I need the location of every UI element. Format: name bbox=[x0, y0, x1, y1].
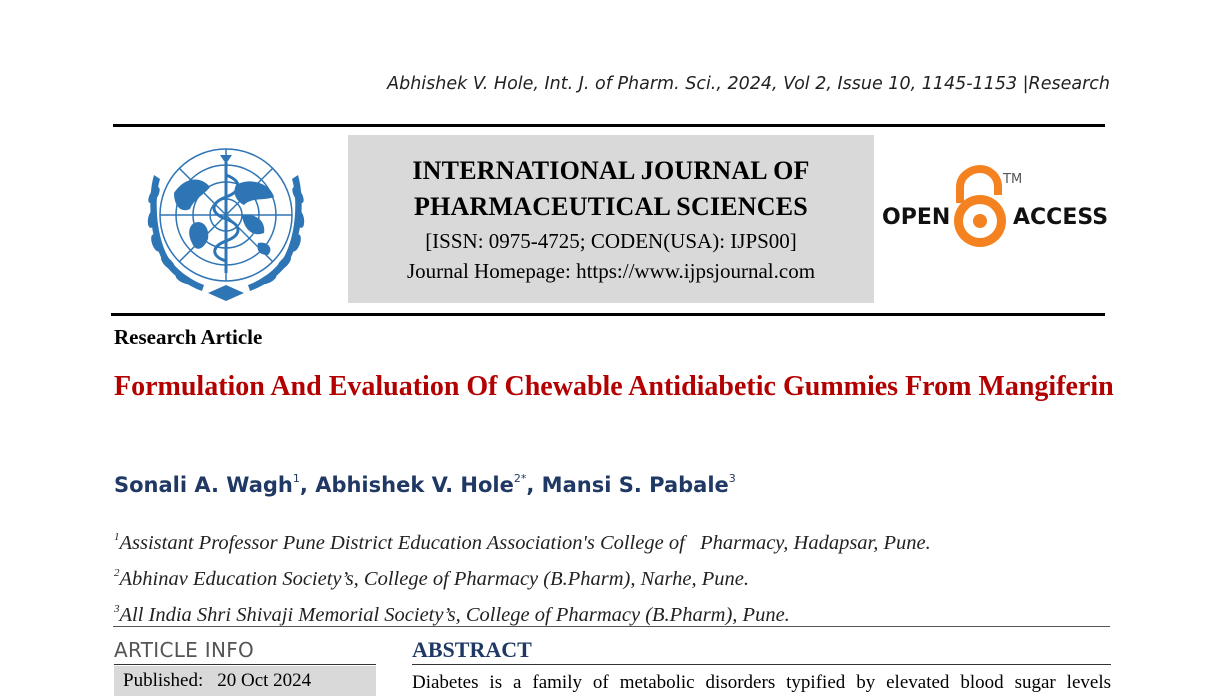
article-type-label: Research Article bbox=[114, 325, 263, 349]
affiliation-number: 2 bbox=[114, 567, 120, 579]
journal-masthead bbox=[348, 135, 874, 303]
author-separator: , bbox=[526, 473, 542, 497]
author-affiliation-mark: 3 bbox=[728, 472, 736, 485]
affiliation-item bbox=[114, 558, 931, 594]
open-access-right-word: ACCESS bbox=[1013, 205, 1109, 230]
affiliation-number: 3 bbox=[114, 603, 120, 615]
abstract-heading: ABSTRACT bbox=[412, 637, 532, 662]
affiliation-text: Assistant Professor Pune District Education Association's College of Pharmacy, Hadapsar, Pune. bbox=[119, 532, 931, 554]
article-info-heading: ARTICLE INFO bbox=[114, 638, 255, 662]
journal-homepage-link[interactable]: Journal Homepage: https://www.ijpsjournal.com bbox=[406, 259, 816, 283]
trademark-mark: TM bbox=[1003, 172, 1023, 187]
affiliation-text: Abhinav Education Society’s, College of Pharmacy (B.Pharm), Narhe, Pune. bbox=[119, 568, 749, 590]
author-list bbox=[114, 472, 736, 497]
published-row bbox=[114, 666, 376, 696]
abstract-underline bbox=[412, 664, 1111, 665]
journal-name-line1: INTERNATIONAL JOURNAL OF bbox=[412, 156, 810, 185]
article-info-underline bbox=[114, 664, 376, 665]
affiliation-number: 1 bbox=[114, 531, 120, 543]
open-access-left-word: OPEN bbox=[882, 205, 951, 230]
affiliation-item bbox=[114, 522, 931, 558]
affiliation-item bbox=[114, 594, 931, 630]
affiliation-list bbox=[114, 522, 931, 630]
published-date: 20 Oct 2024 bbox=[217, 670, 312, 691]
journal-name bbox=[348, 153, 874, 225]
journal-name-line2: PHARMACEUTICAL SCIENCES bbox=[414, 192, 808, 221]
author-name[interactable]: Abhishek V. Hole bbox=[315, 473, 514, 497]
author-name[interactable]: Sonali A. Wagh bbox=[114, 473, 293, 497]
journal-emblem-logo bbox=[124, 135, 328, 307]
section-divider bbox=[113, 626, 1110, 627]
open-access-logo bbox=[878, 165, 1110, 255]
open-lock-icon bbox=[954, 169, 1006, 247]
issn-line: [ISSN: 0975-4725; CODEN(USA): IJPS00] bbox=[425, 229, 797, 253]
affiliation-text: All India Shri Shivaji Memorial Society’s, College of Pharmacy (B.Pharm), Pune. bbox=[119, 604, 790, 626]
article-title: Formulation And Evaluation Of Chewable Antidiabetic Gummies From Mangiferin bbox=[114, 371, 1114, 402]
masthead-bottom-rule bbox=[111, 313, 1105, 316]
author-name[interactable]: Mansi S. Pabale bbox=[541, 473, 729, 497]
running-head: Abhishek V. Hole, Int. J. of Pharm. Sci., 2024, Vol 2, Issue 10, 1145-1153 |Research bbox=[387, 74, 1110, 94]
abstract-text: Diabetes is a family of metabolic disorders typified by elevated blood sugar levels bbox=[412, 672, 1111, 693]
masthead-top-rule bbox=[113, 124, 1105, 127]
author-separator: , bbox=[299, 473, 316, 497]
author-affiliation-mark: 2* bbox=[513, 472, 527, 485]
author-affiliation-mark: 1 bbox=[292, 472, 300, 485]
published-label: Published: bbox=[123, 670, 204, 691]
